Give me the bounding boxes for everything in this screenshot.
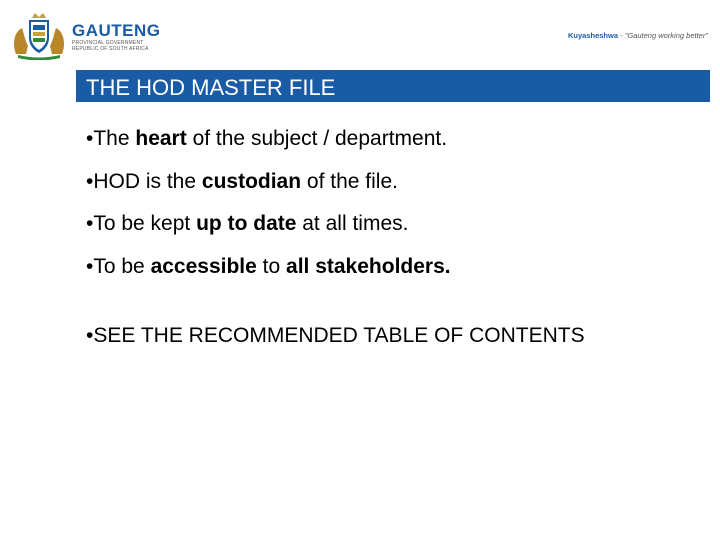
- slide-title: THE HOD MASTER FILE: [86, 75, 336, 100]
- tagline-brand: Kuyasheshwa: [568, 31, 619, 40]
- bullet-item: [86, 203, 686, 246]
- brand-subtitle: PROVINCIAL GOVERNMENT: [72, 40, 144, 46]
- bullet-text: of the subject / department.: [186, 127, 448, 150]
- bullet-text: of the file.: [301, 169, 398, 193]
- bullet-emphasis: custodian: [201, 169, 302, 193]
- bullet-item: [86, 161, 686, 204]
- bullet-emphasis: heart: [135, 127, 187, 150]
- tagline: [568, 31, 708, 40]
- bullet-text: •The: [86, 127, 136, 150]
- bullet-emphasis: up to date: [196, 212, 297, 235]
- bullet-text: at all times.: [296, 212, 409, 235]
- coat-of-arms-icon: [10, 10, 68, 60]
- bullet-emphasis: all stakeholders.: [286, 254, 451, 278]
- bullet-item: [86, 118, 686, 161]
- bullet-text: •To be kept: [86, 212, 197, 235]
- bullet-list: [86, 118, 686, 288]
- gauteng-logo: [72, 22, 161, 52]
- tagline-separator: -: [618, 31, 625, 40]
- tagline-quote: "Gauteng working better": [624, 31, 708, 40]
- bullet-text: •To be: [86, 254, 151, 278]
- bullet-emphasis: accessible: [150, 254, 257, 278]
- bullet-text: •HOD is the: [86, 169, 202, 193]
- brand-name: GAUTENG: [72, 21, 161, 40]
- bullet-text: to: [256, 254, 287, 278]
- brand-country: REPUBLIC OF SOUTH AFRICA: [72, 46, 149, 52]
- bullet-item: [86, 246, 686, 289]
- recommended-contents-note: •SEE THE RECOMMENDED TABLE OF CONTENTS: [86, 324, 585, 347]
- header: [0, 0, 720, 70]
